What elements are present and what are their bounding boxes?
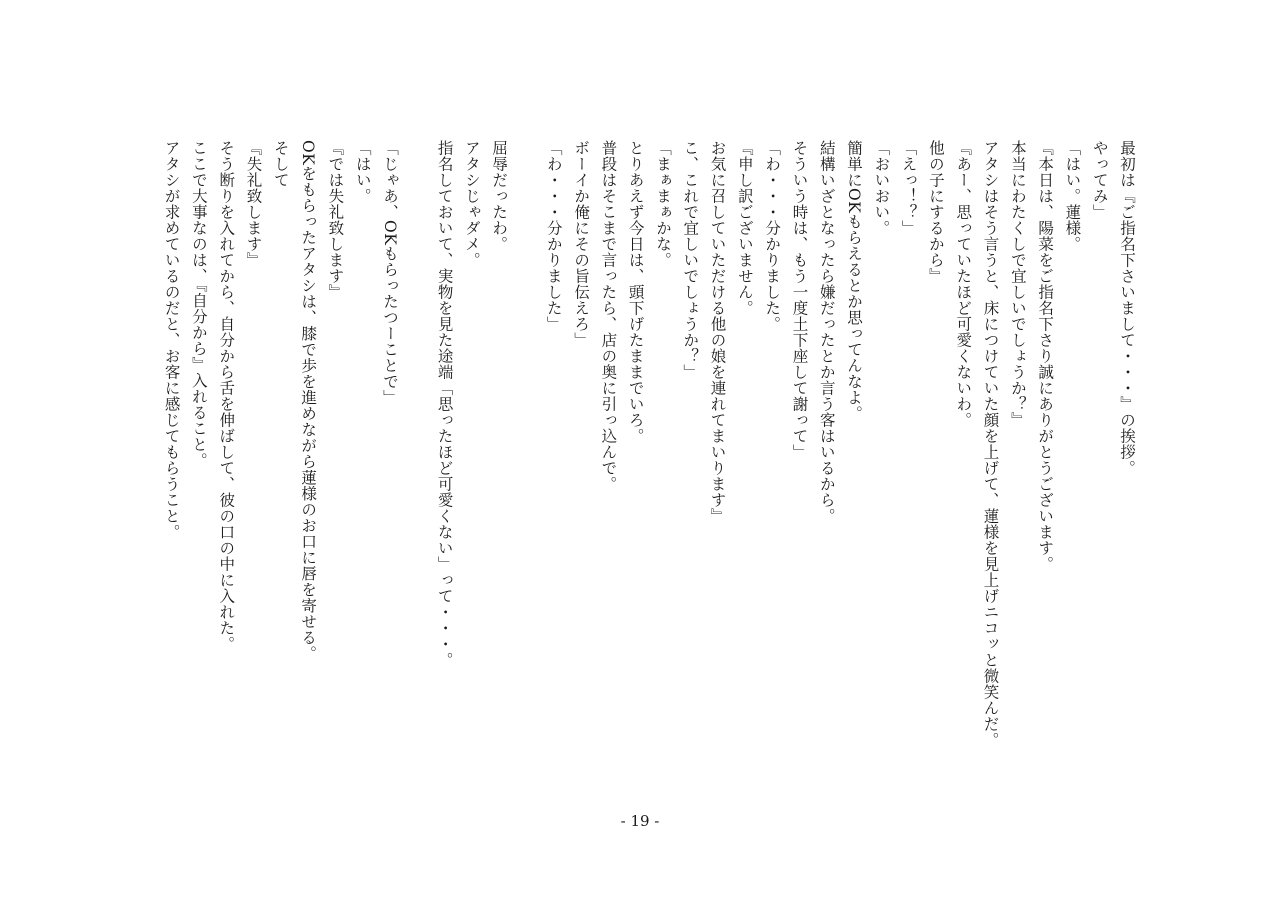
text-line: 「じゃあ、OKもらったつーことで」 [380, 140, 399, 406]
text-line: 『本日は、陽菜をご指名下さり誠にありがとうございます。 [1036, 140, 1055, 572]
text-line: 『では失礼致します』 [326, 140, 345, 300]
text-line: 「はい。 [353, 140, 372, 204]
vertical-text-body [157, 140, 1140, 760]
text-line: こ、これで宜しいでしょうか？」 [681, 140, 700, 380]
text-line: アタシが求めているのだと、お客に感じてもらうこと。 [162, 140, 181, 540]
text-line: 「わ・・・分かりました」 [544, 140, 563, 332]
paragraph-gap [512, 140, 539, 760]
text-line: 他の子にするから』 [926, 140, 945, 284]
text-line: とりあえず今日は、頭下げたままでいろ。 [626, 140, 645, 444]
page-number: - 19 - [620, 812, 660, 830]
text-line: 「えっ！？」 [899, 140, 918, 236]
text-line: 「わ・・・分かりました。 [763, 140, 782, 332]
text-line: そういう時は、もう一度土下座して謝って」 [790, 140, 809, 460]
paragraph-gap [403, 140, 430, 760]
text-line: 「はい。蓮様。 [1063, 140, 1082, 252]
text-line: 普段はそこまで言ったら、店の奥に引っ込んで。 [599, 140, 618, 492]
text-line: ここで大事なのは、『自分から』入れること。 [189, 140, 208, 469]
text-line: 結構いざとなったら嫌だったとか言う客はいるから。 [817, 140, 836, 524]
text-line: 『あー、思っていたほど可愛くないわ。 [954, 140, 973, 428]
text-line: OKをもらったアタシは、膝で歩を進めながら蓮様のお口に唇を寄せる。 [299, 140, 318, 662]
text-line: 『申し訳ございません。 [735, 140, 754, 316]
text-line: ボーイか俺にその旨伝えろ」 [572, 140, 591, 348]
text-line: やってみ」 [1090, 140, 1109, 220]
text-line: 簡単にOKもらえるとか思ってんなよ。 [845, 140, 864, 422]
text-line: 最初は『ご指名下さいまして・・・』の挨拶。 [1118, 140, 1136, 476]
text-line: そう断りを入れてから、自分から舌を伸ばして、彼の口の中に入れた。 [217, 140, 236, 652]
text-line: アタシはそう言うと、床につけていた顔を上げて、蓮様を見上げニコッと微笑んだ。 [981, 140, 1000, 748]
text-line: アタシじゃダメ。 [462, 140, 481, 268]
text-line: 「おいおい。 [872, 140, 891, 236]
text-line: 「まぁまぁかな。 [653, 140, 672, 268]
text-line: お気に召していただける他の娘を連れてまいります』 [708, 140, 727, 524]
text-line: そして [271, 140, 290, 188]
text-line: 『失礼致します』 [244, 140, 263, 268]
text-line: 本当にわたくしで宜しいでしょうか？』 [1008, 140, 1027, 428]
text-line: 屈辱だったわ。 [490, 140, 509, 252]
text-line: 指名しておいて、実物を見た途端「思ったほど可愛くない」って・・・。 [435, 140, 454, 668]
